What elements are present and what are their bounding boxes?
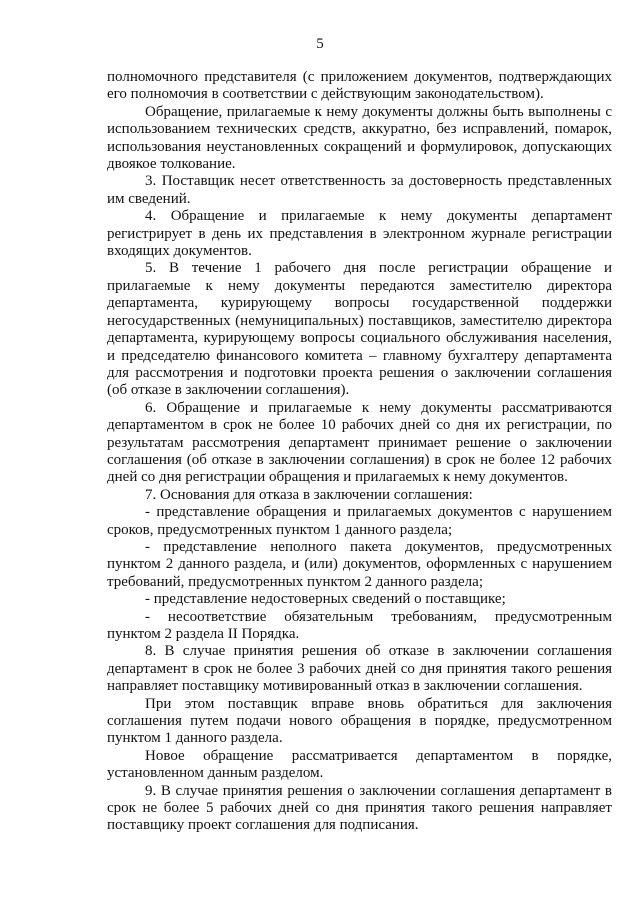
- paragraph-item-8: 8. В случае принятия решения об отказе в заключении соглашения департамент в срок не более 3 рабочих дней со дня принятия такого решения направляет поставщику мотивированный отказ в заключении соглашения.: [107, 643, 612, 695]
- paragraph-item-7: 7. Основания для отказа в заключении соглашения:: [145, 486, 473, 503]
- paragraph-continuation: полномочного представителя (с приложением документов, подтверждающих его полномочия в соответствии с действующим законодательством).: [107, 69, 612, 103]
- paragraph-item-9: 9. В случае принятия решения о заключении соглашения департамент в срок не более 5 рабочих дней со дня принятия такого решения направляет поставщику проект соглашения для подписания.: [107, 782, 612, 834]
- refusal-reason-4: - несоответствие обязательным требованиям, предусмотренным пунктом 2 раздела II Порядка.: [107, 608, 612, 642]
- paragraph-formatting-requirements: Обращение, прилагаемые к нему документы должны быть выполнены с использованием технических средств, аккуратно, без исправлений, помарок, использования неустановленных сокращений и формулировок, допускающих двоякое толкование.: [107, 103, 612, 173]
- paragraph-item-3: 3. Поставщик несет ответственность за достоверность представленных им сведений.: [107, 173, 612, 207]
- refusal-reason-3: - представление недостоверных сведений о поставщике;: [145, 591, 506, 608]
- page-number: 5: [316, 36, 324, 52]
- paragraph-item-4: 4. Обращение и прилагаемые к нему документы департамент регистрирует в день их представления в электронном журнале регистрации входящих документов.: [107, 208, 612, 260]
- refusal-reason-1: - представление обращения и прилагаемых документов с нарушением сроков, предусмотренных пунктом 1 данного раздела;: [107, 504, 612, 538]
- paragraph-new-request: Новое обращение рассматривается департаментом в порядке, установленном данным разделом.: [107, 747, 612, 782]
- paragraph-item-5: 5. В течение 1 рабочего дня после регистрации обращение и прилагаемые к нему документы передаются заместителю директора департамента, курирующему вопросы государственной поддержки негосударственных (немуниципальных) поставщиков, заместителю директора департамента, курирующему вопросы социального обслуживания населения, и председателю финансового комитета – главному бухгалтеру департамента для рассмотрения и подготовки проекта решения о заключении соглашения (об отказе в заключении соглашения).: [107, 260, 612, 399]
- refusal-reason-2: - представление неполного пакета документов, предусмотренных пунктом 2 данного раздела, и (или) документов, оформленных с нарушением требований, предусмотренных пунктом 2 данного раздела;: [107, 538, 612, 590]
- document-body: [107, 69, 612, 835]
- paragraph-reapply: При этом поставщик вправе вновь обратиться для заключения соглашения путем подачи нового обращения в порядке, предусмотренном пунктом 1 данного раздела.: [107, 695, 612, 747]
- paragraph-item-6: 6. Обращение и прилагаемые к нему документы рассматриваются департаментом в срок не более 10 рабочих дней со дня их регистрации, по результатам рассмотрения департамент принимает решение о заключении соглашения (об отказе в заключении соглашения) в срок не более 12 рабочих дней со дня регистрации обращения и прилагаемых к нему документов.: [107, 399, 612, 486]
